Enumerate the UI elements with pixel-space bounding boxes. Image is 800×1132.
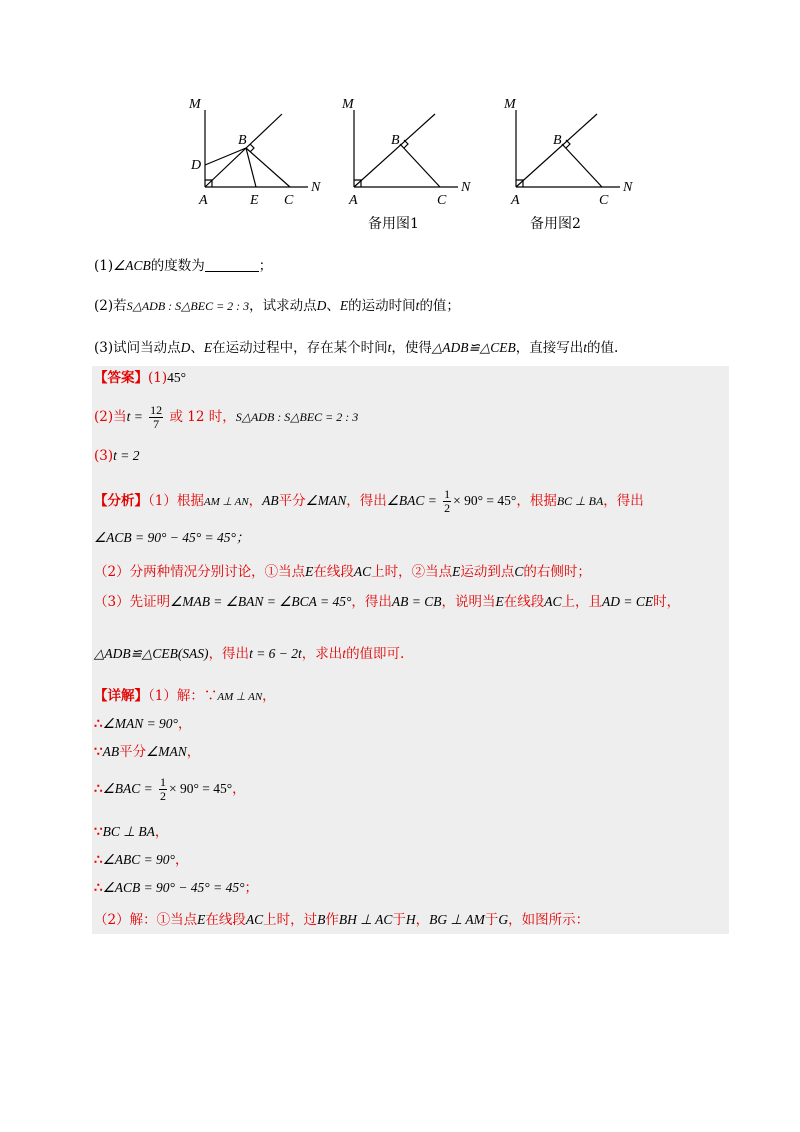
answer-2: (2)当t = $\frac{12}{7}$ 或 12 时，S△ADB : S△BEC = 2 : 3 xyxy=(94,403,359,431)
label-C: C xyxy=(437,193,447,208)
label-C: C xyxy=(284,193,294,208)
label-D: D xyxy=(191,158,202,173)
answer-1: 【答案】(1)45° xyxy=(94,370,187,386)
figure-backup-1 xyxy=(340,92,490,237)
label-N: N xyxy=(461,180,471,195)
caption-backup-1: 备用图1 xyxy=(368,216,419,232)
analysis-line-1: 【分析】（1）根据AM ⊥ AN，AB平分∠MAN，得出∠BAC = $\frac{1}{2}$ × 90° = 45°，根据BC ⊥ BA，得出 xyxy=(94,487,644,515)
label-M: M xyxy=(504,97,516,112)
label-A: A xyxy=(349,193,358,208)
question-3: (3)试问当动点D、E在运动过程中，存在某个时间t，使得△ADB≌△CEB，直接写出t的值. xyxy=(94,340,619,356)
answer-3: (3)t = 2 xyxy=(94,448,140,464)
label-C: C xyxy=(599,193,609,208)
label-M: M xyxy=(189,97,201,112)
figure-backup-2 xyxy=(502,92,652,237)
label-A: A xyxy=(199,193,208,208)
detail-line-6: ∴∠ABC = 90°， xyxy=(94,852,189,868)
question-2: (2)若S△ADB : S△BEC = 2 : 3，试求动点D、E的运动时间t的值； xyxy=(94,298,460,314)
caption-backup-2: 备用图2 xyxy=(530,216,581,232)
detail-line-3: ∵AB平分∠MAN， xyxy=(94,744,201,760)
detail-line-1: 【详解】（1）解：∵AM ⊥ AN， xyxy=(94,688,276,704)
question-1: (1)∠ACB的度数为 ； xyxy=(94,258,273,274)
label-N: N xyxy=(311,180,321,195)
analysis-line-4: （3）先证明∠MAB = ∠BAN = ∠BCA = 45°，得出AB = CB，说明当E在线段AC上，且AD = CE时， xyxy=(94,594,681,610)
label-E: E xyxy=(250,193,259,208)
detail-line-5: ∵BC ⊥ BA， xyxy=(94,824,169,840)
label-A: A xyxy=(511,193,520,208)
figure-main xyxy=(180,92,330,212)
detail-line-2: ∴∠MAN = 90°， xyxy=(94,716,192,732)
analysis-line-3: （2）分两种情况分别讨论，①当点E在线段AC上时，②当点E运动到点C的右侧时； xyxy=(94,564,591,580)
label-B: B xyxy=(391,133,400,148)
detail-line-7: ∴∠ACB = 90° − 45° = 45°； xyxy=(94,880,258,896)
label-B: B xyxy=(553,133,562,148)
analysis-line-5: △ADB≌△CEB(SAS)，得出t = 6 − 2t，求出t的值即可. xyxy=(94,646,405,662)
answer-blank[interactable] xyxy=(205,257,259,272)
detail-line-8: （2）解：①当点E在线段AC上时，过B作BH ⊥ AC于H，BG ⊥ AM于G，如图所示： xyxy=(94,912,590,928)
label-M: M xyxy=(342,97,354,112)
solution-panel xyxy=(92,366,729,934)
detail-line-4: ∴∠BAC = $\frac{1}{2}$ × 90° = 45°， xyxy=(94,775,246,803)
analysis-line-2: ∠ACB = 90° − 45° = 45°； xyxy=(94,530,250,545)
label-N: N xyxy=(623,180,633,195)
label-B: B xyxy=(238,133,247,148)
